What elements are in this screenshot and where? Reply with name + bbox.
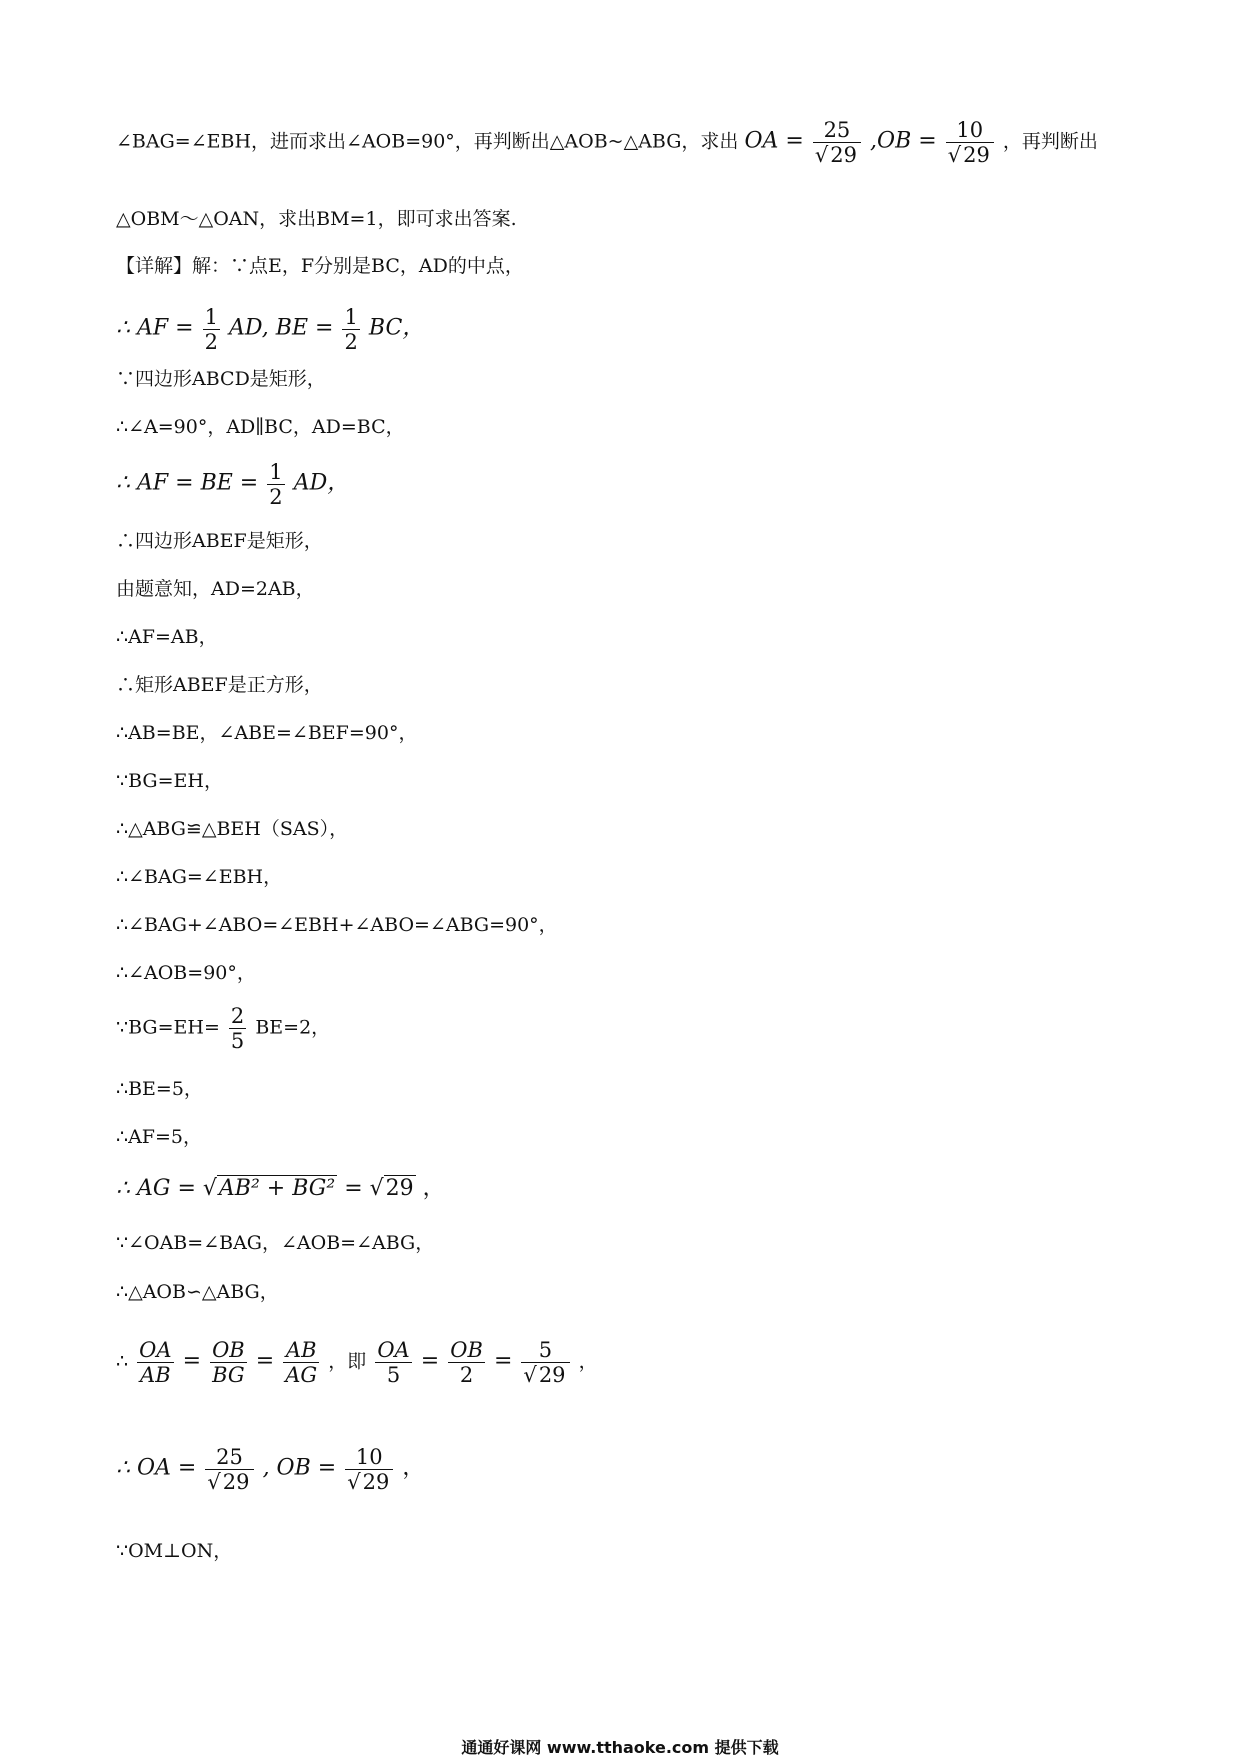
fraction [283, 1338, 319, 1387]
denominator: 2 [459, 1363, 474, 1388]
fraction [946, 118, 994, 167]
text: ， [578, 1350, 598, 1373]
denominator: √29 [814, 143, 857, 168]
text: AD， [293, 470, 350, 496]
text: BC， [368, 315, 425, 341]
fraction [375, 1338, 411, 1387]
text: OA = [744, 128, 804, 154]
fraction [813, 118, 861, 167]
solution-line-6: ∴∠A=90°，AD∥BC，AD=BC， [116, 416, 405, 438]
solution-line-10: ∴AF=AB， [116, 626, 218, 648]
text: , OB = [262, 1455, 337, 1481]
radicand: AB² + BG² [218, 1176, 336, 1201]
text: ∴ AF = [116, 315, 194, 341]
solution-line-15: ∴∠BAG=∠EBH， [116, 866, 283, 888]
denominator: √29 [947, 143, 990, 168]
text: = [493, 1348, 513, 1374]
solution-line-5: ∵四边形ABCD是矩形， [116, 368, 326, 390]
solution-line-17: ∴∠AOB=90°， [116, 962, 256, 984]
denominator: 2 [344, 330, 358, 355]
solution-line-13: ∵BG=EH， [116, 770, 223, 792]
numerator: OA [139, 1338, 172, 1362]
radicand: 29 [830, 143, 857, 168]
fraction [345, 1445, 393, 1494]
denominator: √29 [523, 1363, 566, 1388]
text: ∴ [116, 1350, 129, 1373]
text: ,OB = [870, 128, 937, 154]
radicand: 29 [362, 1470, 390, 1495]
solution-line-16: ∴∠BAG+∠ABO=∠EBH+∠ABO=∠ABG=90°， [116, 914, 558, 936]
denominator: 2 [269, 485, 283, 510]
denominator: 2 [204, 330, 218, 355]
solution-line-12: ∴AB=BE，∠ABE=∠BEF=90°， [116, 722, 418, 744]
solution-line-20: ∴AF=5， [116, 1126, 203, 1148]
text: ， [402, 1455, 425, 1481]
numerator: 25 [205, 1445, 253, 1470]
solution-line-25 [116, 1445, 424, 1494]
solution-line-24 [116, 1338, 598, 1387]
text: = [344, 1176, 363, 1201]
numerator: 10 [345, 1445, 393, 1470]
text: ∴ AG = [116, 1176, 196, 1201]
denominator: AG [285, 1363, 318, 1388]
radicand: 29 [222, 1470, 250, 1495]
solution-line-4 [116, 305, 424, 354]
sqrt-expression: √AB² + BG² [202, 1176, 336, 1201]
solution-line-3: 【详解】解：∵点E，F分别是BC，AD的中点， [116, 255, 524, 277]
fraction [521, 1338, 569, 1387]
solution-line-19: ∴BE=5， [116, 1078, 203, 1100]
text: BE=2， [255, 1016, 331, 1039]
text: ， [422, 1176, 445, 1201]
numerator: 1 [204, 305, 218, 329]
numerator: 10 [946, 118, 994, 143]
text: ，即 [328, 1350, 367, 1373]
solution-line-21 [116, 1178, 445, 1200]
numerator: OA [377, 1338, 410, 1362]
text: = [182, 1348, 202, 1374]
denominator: BG [212, 1363, 245, 1388]
radicand: 29 [963, 143, 990, 168]
fraction [203, 305, 220, 354]
solution-line-23: ∴△AOB∽△ABG， [116, 1281, 279, 1303]
solution-line-22: ∵∠OAB=∠BAG，∠AOB=∠ABG， [116, 1232, 435, 1254]
numerator: 1 [269, 460, 283, 484]
text: ∴ OA = [116, 1455, 197, 1481]
solution-line-1 [116, 118, 1098, 167]
numerator: AB [283, 1338, 319, 1363]
page-footer: 通通好课网 www.tthaoke.com 提供下载 [461, 1738, 779, 1757]
fraction [342, 305, 359, 354]
text: ，再判断出 [1002, 130, 1098, 153]
fraction [210, 1338, 247, 1387]
text: ∠BAG=∠EBH，进而求出∠AOB=90°，再判断出△AOB~△ABG，求出 [116, 130, 739, 153]
text: ∴ AF = BE = [116, 470, 259, 496]
text: = [255, 1348, 275, 1374]
sqrt-expression: √29 [369, 1176, 414, 1201]
numerator: 2 [230, 1004, 245, 1028]
numerator: OB [450, 1338, 483, 1362]
numerator: 25 [813, 118, 861, 143]
denominator: √29 [207, 1470, 250, 1495]
numerator: 5 [521, 1338, 569, 1363]
solution-line-14: ∴△ABG≌△BEH（SAS）， [116, 818, 349, 840]
text: = [420, 1348, 440, 1374]
denominator: AB [140, 1363, 171, 1388]
solution-line-2: △OBM～△OAN，求出BM=1，即可求出答案. [116, 208, 517, 230]
radicand: 29 [538, 1363, 566, 1388]
radicand: 29 [385, 1176, 414, 1201]
fraction [229, 1004, 246, 1053]
solution-line-8: ∴四边形ABEF是矩形， [116, 530, 323, 552]
text: ∵BG=EH= [116, 1016, 220, 1039]
denominator: √29 [347, 1470, 390, 1495]
solution-line-7 [116, 460, 349, 509]
text: AD, BE = [229, 315, 334, 341]
solution-line-26: ∵OM⊥ON， [116, 1540, 233, 1562]
fraction [448, 1338, 485, 1387]
solution-line-11: ∴矩形ABEF是正方形， [116, 674, 323, 696]
numerator: OB [212, 1338, 245, 1362]
fraction [205, 1445, 253, 1494]
numerator: 1 [344, 305, 358, 329]
solution-line-9: 由题意知，AD=2AB， [116, 578, 315, 600]
denominator: 5 [230, 1029, 245, 1054]
fraction [137, 1338, 173, 1387]
denominator: 5 [386, 1363, 401, 1388]
fraction [267, 460, 284, 509]
solution-line-18 [116, 1004, 330, 1053]
